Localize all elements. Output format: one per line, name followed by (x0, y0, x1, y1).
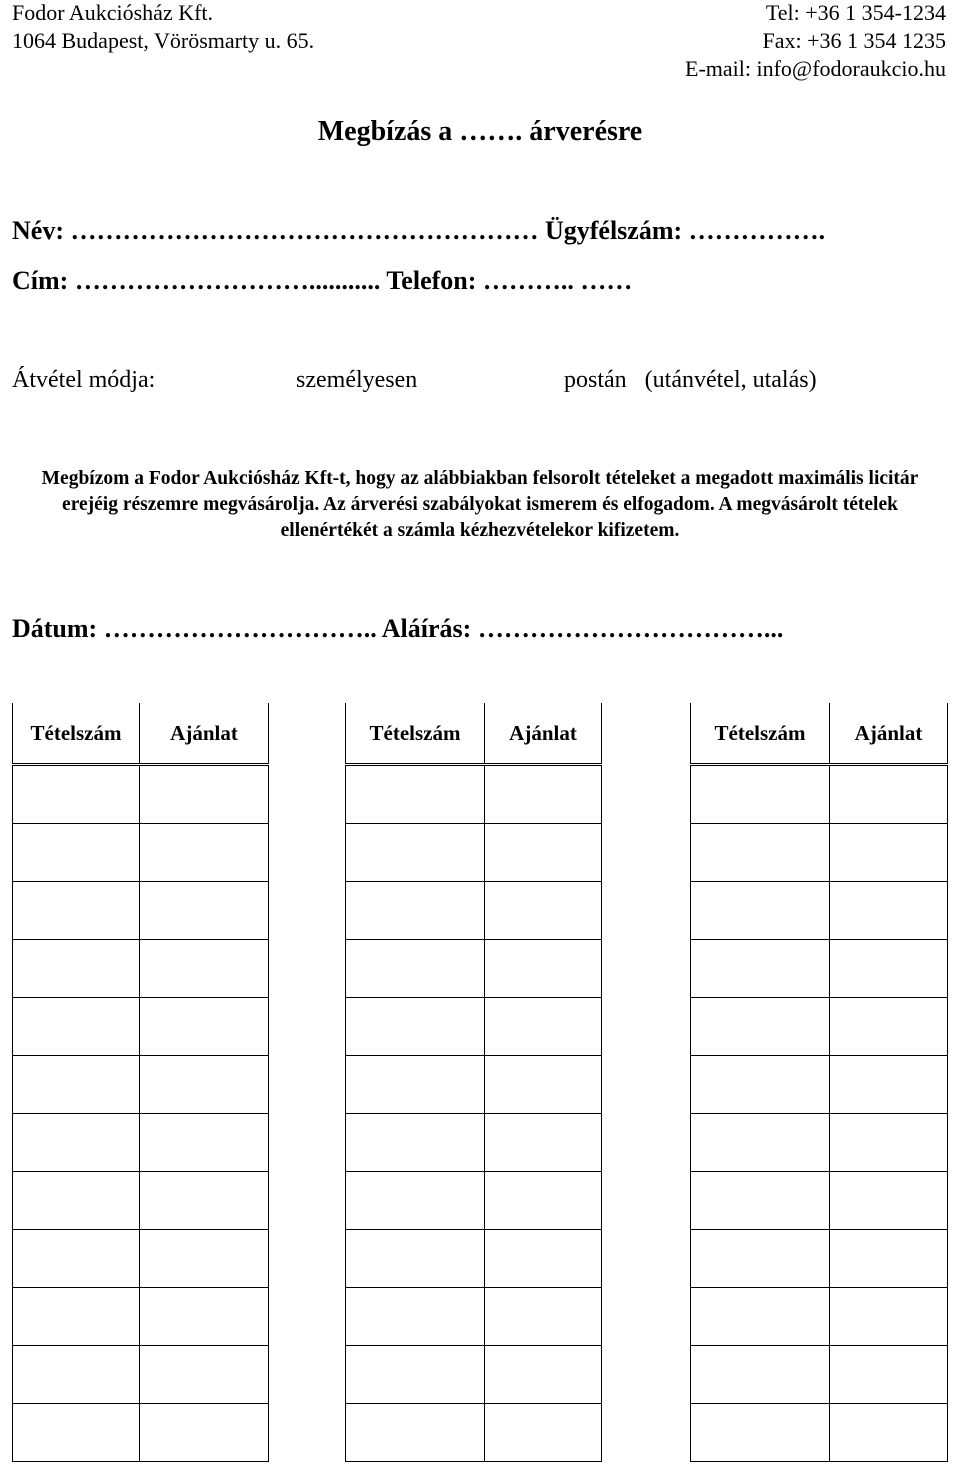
table-row (13, 1056, 269, 1114)
table-row (13, 1346, 269, 1404)
item-number-cell[interactable] (691, 1114, 830, 1172)
item-number-cell[interactable] (691, 1230, 830, 1288)
offer-cell[interactable] (485, 1230, 602, 1288)
offer-cell[interactable] (140, 998, 269, 1056)
company-phone: Tel: +36 1 354-1234 (765, 0, 946, 25)
item-number-cell[interactable] (13, 1230, 140, 1288)
item-number-cell[interactable] (346, 1172, 485, 1230)
table-row (346, 1288, 602, 1346)
bid-table-1 (12, 703, 269, 1462)
table-row (346, 1346, 602, 1404)
offer-cell[interactable] (485, 1056, 602, 1114)
table-row (691, 1114, 948, 1172)
pickup-option-post[interactable]: postán (utánvétel, utalás) (564, 367, 817, 393)
table-row (691, 1230, 948, 1288)
header-offer: Ajánlat (140, 703, 269, 765)
item-number-cell[interactable] (691, 765, 830, 824)
item-number-cell[interactable] (13, 1288, 140, 1346)
offer-cell[interactable] (485, 1404, 602, 1462)
table-row (346, 1230, 602, 1288)
table-row (346, 1404, 602, 1462)
table-row (13, 1288, 269, 1346)
offer-cell[interactable] (140, 882, 269, 940)
item-number-cell[interactable] (691, 1172, 830, 1230)
header-item-number: Tételszám (691, 703, 830, 765)
item-number-cell[interactable] (13, 940, 140, 998)
table-row (13, 765, 269, 824)
table-row (346, 765, 602, 824)
offer-cell[interactable] (830, 940, 948, 998)
offer-cell[interactable] (830, 1404, 948, 1462)
company-email: E-mail: info@fodoraukcio.hu (685, 56, 946, 81)
item-number-cell[interactable] (13, 1404, 140, 1462)
offer-cell[interactable] (830, 1230, 948, 1288)
mandate-paragraph: Megbízom a Fodor Aukciósház Kft-t, hogy az alábbiakban felsorolt tételeket a megadott maximális licitár erejéig részemre megvásárolja. Az árverési szabályokat ismerem és elfogadom. A megvásárolt tételek ellenértékét a számla kézhezvételekor kifizetem. (41, 468, 919, 541)
item-number-cell[interactable] (346, 1288, 485, 1346)
item-number-cell[interactable] (691, 940, 830, 998)
table-row (691, 1346, 948, 1404)
offer-cell[interactable] (830, 1114, 948, 1172)
offer-cell[interactable] (140, 1172, 269, 1230)
offer-cell[interactable] (485, 1288, 602, 1346)
item-number-cell[interactable] (346, 998, 485, 1056)
item-number-cell[interactable] (346, 940, 485, 998)
item-number-cell[interactable] (346, 1230, 485, 1288)
item-number-cell[interactable] (346, 1114, 485, 1172)
offer-cell[interactable] (485, 940, 602, 998)
item-number-cell[interactable] (346, 1346, 485, 1404)
item-number-cell[interactable] (346, 1404, 485, 1462)
table-row (691, 1288, 948, 1346)
item-number-cell[interactable] (346, 1056, 485, 1114)
offer-cell[interactable] (485, 882, 602, 940)
item-number-cell[interactable] (691, 1056, 830, 1114)
offer-cell[interactable] (140, 940, 269, 998)
pickup-label: Átvétel módja: (12, 367, 156, 393)
table-row (13, 824, 269, 882)
offer-cell[interactable] (485, 1346, 602, 1404)
offer-cell[interactable] (830, 765, 948, 824)
table-row (346, 882, 602, 940)
offer-cell[interactable] (140, 1288, 269, 1346)
item-number-cell[interactable] (13, 882, 140, 940)
offer-cell[interactable] (485, 998, 602, 1056)
table-row (691, 1172, 948, 1230)
form-title: Megbízás a ……. árverésre (317, 116, 643, 147)
header-offer: Ajánlat (830, 703, 948, 765)
item-number-cell[interactable] (13, 1172, 140, 1230)
table-row (13, 1172, 269, 1230)
company-address: 1064 Budapest, Vörösmarty u. 65. (12, 28, 315, 53)
item-number-cell[interactable] (691, 824, 830, 882)
table-row (13, 1230, 269, 1288)
item-number-cell[interactable] (346, 765, 485, 824)
item-number-cell[interactable] (13, 1056, 140, 1114)
offer-cell[interactable] (830, 1056, 948, 1114)
offer-cell[interactable] (485, 824, 602, 882)
item-number-cell[interactable] (691, 1346, 830, 1404)
offer-cell[interactable] (830, 1346, 948, 1404)
header-item-number: Tételszám (346, 703, 485, 765)
table-row (691, 882, 948, 940)
table-row (346, 824, 602, 882)
table-row (346, 1172, 602, 1230)
offer-cell[interactable] (830, 824, 948, 882)
table-row (691, 824, 948, 882)
company-fax: Fax: +36 1 354 1235 (762, 28, 946, 53)
offer-cell[interactable] (140, 1230, 269, 1288)
item-number-cell[interactable] (691, 998, 830, 1056)
item-number-cell[interactable] (13, 1346, 140, 1404)
address-field[interactable]: Cím: ………………………........... Telefon: ……….. …… (12, 266, 633, 295)
item-number-cell[interactable] (13, 824, 140, 882)
offer-cell[interactable] (830, 882, 948, 940)
offer-cell[interactable] (140, 1404, 269, 1462)
offer-cell[interactable] (830, 1288, 948, 1346)
table-row (691, 1056, 948, 1114)
table-row (691, 998, 948, 1056)
item-number-cell[interactable] (691, 1404, 830, 1462)
table-row (346, 1056, 602, 1114)
offer-cell[interactable] (140, 1114, 269, 1172)
offer-cell[interactable] (140, 1056, 269, 1114)
table-row (691, 940, 948, 998)
item-number-cell[interactable] (13, 998, 140, 1056)
offer-cell[interactable] (830, 1172, 948, 1230)
table-row (13, 998, 269, 1056)
table-row (346, 1114, 602, 1172)
offer-cell[interactable] (830, 998, 948, 1056)
offer-cell[interactable] (140, 1346, 269, 1404)
offer-cell[interactable] (140, 765, 269, 824)
pickup-option-personal[interactable]: személyesen (296, 367, 418, 393)
header-offer: Ajánlat (485, 703, 602, 765)
date-signature-line[interactable]: Dátum: ………………………….. Aláírás: ……………………………... (12, 614, 784, 643)
item-number-cell[interactable] (13, 1114, 140, 1172)
table-row (13, 940, 269, 998)
table-row (691, 765, 948, 824)
table-row (346, 940, 602, 998)
item-number-cell[interactable] (346, 882, 485, 940)
offer-cell[interactable] (140, 824, 269, 882)
table-row (13, 1114, 269, 1172)
table-row (13, 1404, 269, 1462)
table-row (346, 998, 602, 1056)
offer-cell[interactable] (485, 1172, 602, 1230)
table-row (13, 882, 269, 940)
offer-cell[interactable] (485, 1114, 602, 1172)
item-number-cell[interactable] (346, 824, 485, 882)
bid-table-3 (690, 703, 948, 1462)
bid-table-2 (345, 703, 602, 1462)
item-number-cell[interactable] (691, 882, 830, 940)
name-field[interactable]: Név: ……………………………………………… Ügyfélszám: ……………. (12, 216, 826, 245)
company-name: Fodor Aukciósház Kft. (12, 0, 214, 25)
header-item-number: Tételszám (13, 703, 140, 765)
item-number-cell[interactable] (13, 765, 140, 824)
offer-cell[interactable] (485, 765, 602, 824)
table-row (691, 1404, 948, 1462)
item-number-cell[interactable] (691, 1288, 830, 1346)
